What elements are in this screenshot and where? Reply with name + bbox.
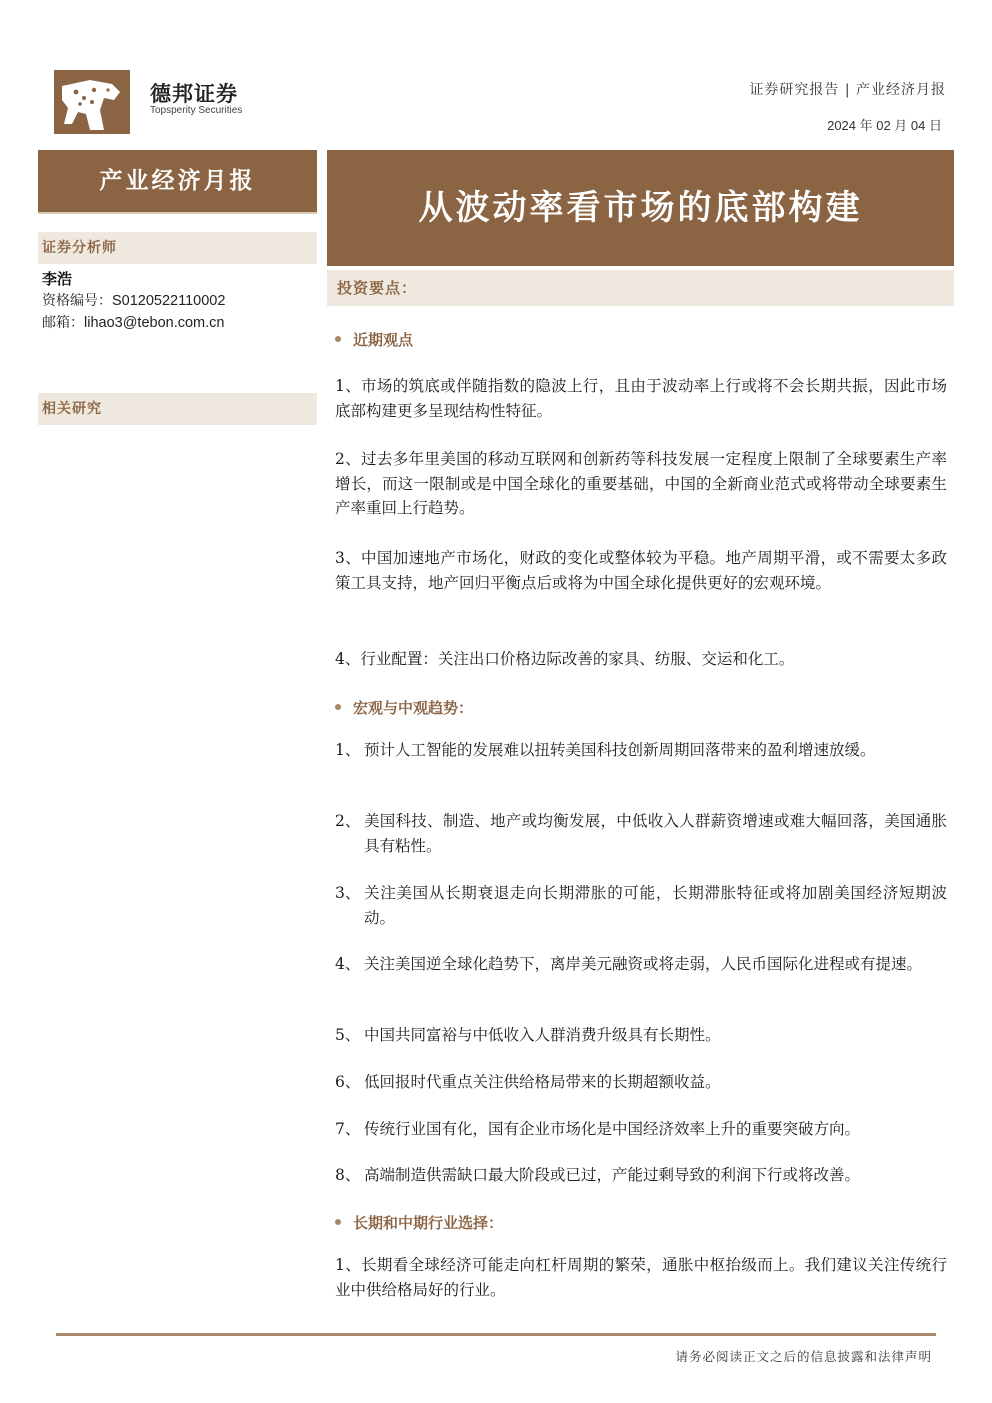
brand-name-cn: 德邦证券 [150, 82, 238, 106]
section-heading-industry-selection: 长期和中期行业选择： [335, 1212, 503, 1233]
company-logo [54, 70, 130, 134]
list-item: 4、 关注美国逆全球化趋势下，离岸美元融资或将走弱，人民币国际化进程或有提速。 [335, 955, 923, 973]
analyst-email [42, 312, 224, 332]
bullet-icon [335, 1219, 341, 1225]
list-item: 1、 预计人工智能的发展难以扭转美国科技创新周期回落带来的盈利增速放缓。 [335, 741, 876, 759]
list-item: 5、 中国共同富裕与中低收入人群消费升级具有长期性。 [335, 1026, 721, 1044]
leopard-logo-icon [54, 70, 130, 134]
brand-name-en: Topsperity Securities [150, 105, 243, 116]
paragraph: 1、长期看全球经济可能走向杠杆周期的繁荣，通胀中枢抬级而上。我们建议关注传统行业中供给格局好的行业。 [335, 1256, 947, 1299]
bullet-icon [335, 704, 341, 710]
paragraph: 2、过去多年里美国的移动互联网和创新药等科技发展一定程度上限制了全球要素生产率增长，而这一限制或是中国全球化的重要基础，中国的全新商业范式或将带动全球要素生产率重回上行趋势。 [335, 450, 947, 517]
divider [38, 212, 317, 214]
list-item: 6、 低回报时代重点关注供给格局带来的长期超额收益。 [335, 1073, 721, 1091]
list-item: 2、 美国科技、制造、地产或均衡发展，中低收入人群薪资增速或难大幅回落，美国通胀具有粘性。 [335, 812, 947, 855]
paragraph: 3、中国加速地产市场化，财政的变化或整体较为平稳。地产周期平滑，或不需要太多政策工具支持，地产回归平衡点后或将为中国全球化提供更好的宏观环境。 [335, 549, 947, 592]
paragraph: 1、市场的筑底或伴随指数的隐波上行，且由于波动率上行或将不会长期共振，因此市场底部构建更多呈现结构性特征。 [335, 377, 947, 420]
analyst-name: 李浩 [42, 270, 73, 288]
section-heading-macro-trends: 宏观与中观趋势： [335, 697, 473, 718]
cert-value: S0120522110002 [112, 293, 226, 309]
cert-label: 资格编号： [42, 293, 112, 309]
footer-divider [56, 1333, 936, 1336]
analyst-cert [42, 290, 225, 310]
report-type: 证券研究报告 | 产业经济月报 [749, 82, 946, 98]
paragraph: 4、行业配置：关注出口价格边际改善的家具、纺服、交运和化工。 [335, 650, 795, 668]
section-heading-recent-views: 近期观点 [335, 329, 413, 350]
report-title: 从波动率看市场的底部构建 [327, 150, 954, 266]
list-item: 3、 关注美国从长期衰退走向长期滞胀的可能，长期滞胀特征或将加剧美国经济短期波动。 [335, 884, 947, 927]
email-label: 邮箱： [42, 315, 84, 331]
email-link[interactable]: lihao3@tebon.com.cn [84, 315, 225, 331]
list-item: 7、 传统行业国有化，国有企业市场化是中国经济效率上升的重要突破方向。 [335, 1120, 861, 1138]
related-research-heading: 相关研究 [38, 393, 317, 425]
investment-points-heading: 投资要点： [327, 270, 954, 306]
analyst-heading: 证券分析师 [38, 232, 317, 264]
list-item: 8、 高端制造供需缺口最大阶段或已过，产能过剩导致的利润下行或将改善。 [335, 1166, 861, 1184]
footer-disclaimer: 请务必阅读正文之后的信息披露和法律声明 [675, 1349, 932, 1364]
report-date: 2024 年 02 月 04 日 [827, 118, 942, 133]
bullet-icon [335, 336, 341, 342]
report-category-banner: 产业经济月报 [38, 150, 317, 212]
